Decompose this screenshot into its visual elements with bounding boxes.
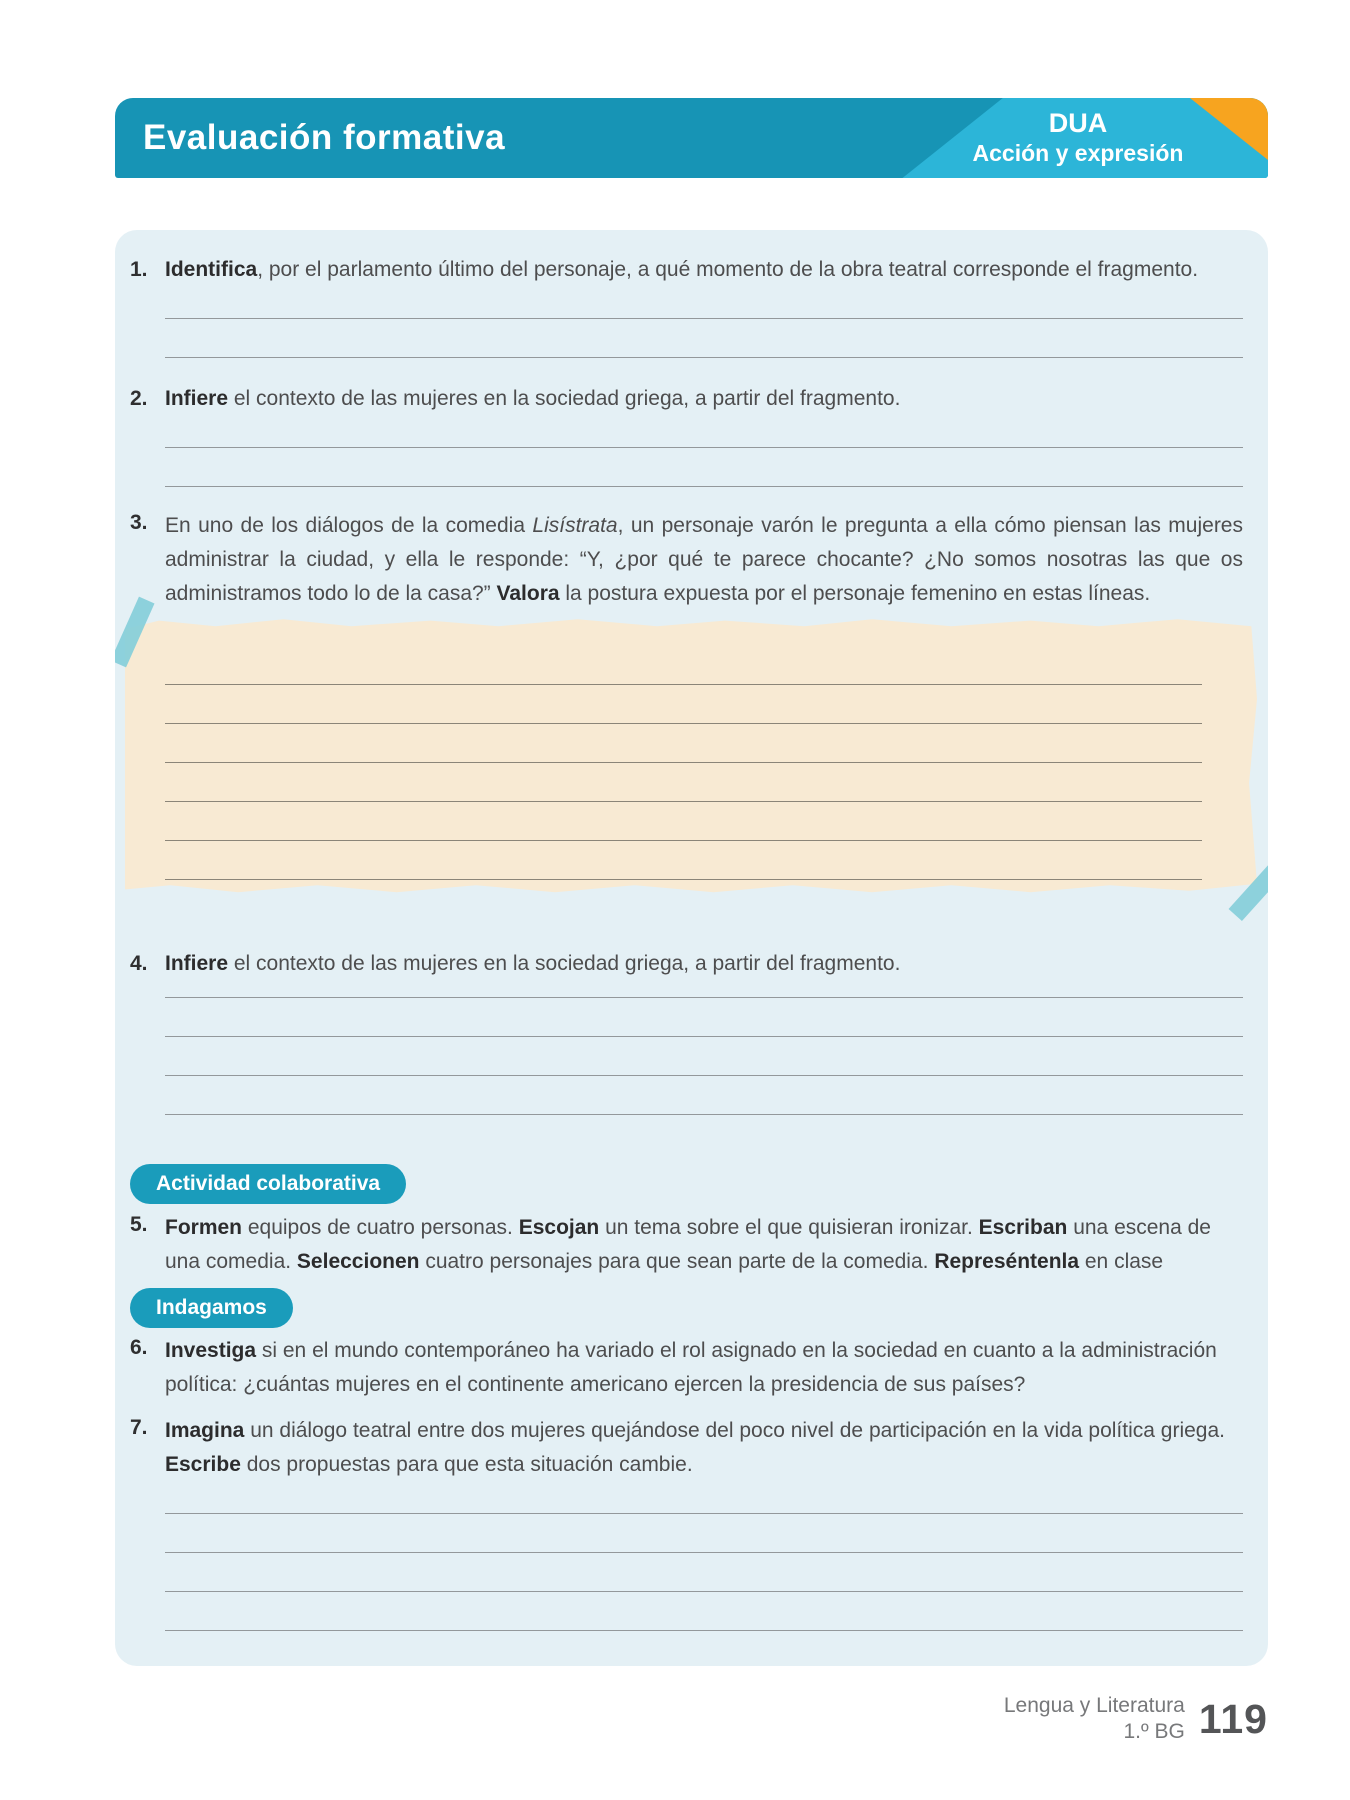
answer-line: [165, 763, 1202, 802]
question-number: 2.: [130, 387, 148, 410]
answer-line: [165, 1592, 1243, 1631]
answer-line: [165, 685, 1202, 724]
question-number: 1.: [130, 258, 148, 281]
question-text: Imagina un diálogo teatral entre dos mujeres quejándose del poco nivel de participación en la vida política griega. Escribe dos propuestas para que esta situación cambie.: [165, 1419, 1225, 1476]
dua-block: [963, 107, 1193, 167]
question-5: [130, 1211, 1243, 1279]
answer-line: [165, 998, 1243, 1037]
answer-lines-group: [165, 1475, 1243, 1666]
answer-line: [165, 1631, 1243, 1666]
answer-lines-group: [165, 409, 1243, 487]
footer-subject: Lengua y Literatura: [1003, 1694, 1185, 1717]
question-number: 3.: [130, 511, 148, 534]
answer-lines-group: [165, 959, 1243, 1115]
question-text: Formen equipos de cuatro personas. Escojan un tema sobre el que quisieran ironizar. Escriban una escena de una comedia. Seleccionen cuatro personajes para que sean parte de la comedia. Represéntenla en clase: [165, 1216, 1211, 1273]
note-paper: [125, 615, 1257, 895]
question-4: [130, 950, 1243, 978]
question-text: Investiga si en el mundo contemporáneo ha variado el rol asignado en la sociedad en cuanto a la administración política: ¿cuántas mujeres en el continente americano ejercen la presidencia de sus países?: [165, 1339, 1217, 1396]
question-text: Identifica, por el parlamento último del personaje, a qué momento de la obra teatral corresponde el fragmento.: [165, 258, 1199, 281]
question-text: Infiere el contexto de las mujeres en la sociedad griega, a partir del fragmento.: [165, 387, 901, 410]
answer-line: [165, 841, 1202, 880]
badge-collaborative-activity: Actividad colaborativa: [130, 1164, 406, 1204]
answer-line: [165, 724, 1202, 763]
footer-text: [1004, 1693, 1185, 1745]
question-1: [130, 256, 1243, 284]
answer-line: [165, 1076, 1243, 1115]
answer-line: [165, 1514, 1243, 1553]
questions-panel: [115, 230, 1268, 1666]
question-number: 6.: [130, 1336, 148, 1359]
dua-label: DUA: [1048, 108, 1108, 138]
answer-line: [165, 319, 1243, 358]
question-number: 7.: [130, 1416, 148, 1439]
question-6: [130, 1334, 1243, 1402]
section-header: [115, 98, 1268, 178]
answer-line: [165, 448, 1243, 487]
footer-grade: 1.º BG: [1123, 1720, 1185, 1743]
answer-line: [165, 802, 1202, 841]
dua-sublabel: Acción y expresión: [972, 140, 1184, 166]
answer-line: [165, 646, 1202, 685]
answer-line: [165, 409, 1243, 448]
page-number: 119: [1198, 1695, 1268, 1742]
question-3: [130, 509, 1243, 611]
question-number: 4.: [130, 952, 148, 975]
question-2: [130, 385, 1243, 413]
badge-indagamos: Indagamos: [130, 1288, 293, 1328]
answer-lines-group: [165, 280, 1243, 358]
answer-line: [165, 1037, 1243, 1076]
question-text: En uno de los diálogos de la comedia Lisístrata, un personaje varón le pregunta a ella cómo piensan las mujeres administrar la ciudad, y ella le responde: “Y, ¿por qué te parece chocante? ¿No somos nosotras las que os administramos todo lo de la casa?” Valora la postura expuesta por el personaje femenino en estas líneas.: [165, 514, 1243, 605]
question-7: [130, 1414, 1243, 1482]
answer-line: [165, 1553, 1243, 1592]
note-paper-sheet: [125, 615, 1257, 895]
page-title: Evaluación formativa: [143, 118, 506, 157]
page-footer: [1004, 1693, 1268, 1745]
answer-line: [165, 280, 1243, 319]
question-number: 5.: [130, 1213, 148, 1236]
question-text: Infiere el contexto de las mujeres en la sociedad griega, a partir del fragmento.: [165, 952, 901, 975]
